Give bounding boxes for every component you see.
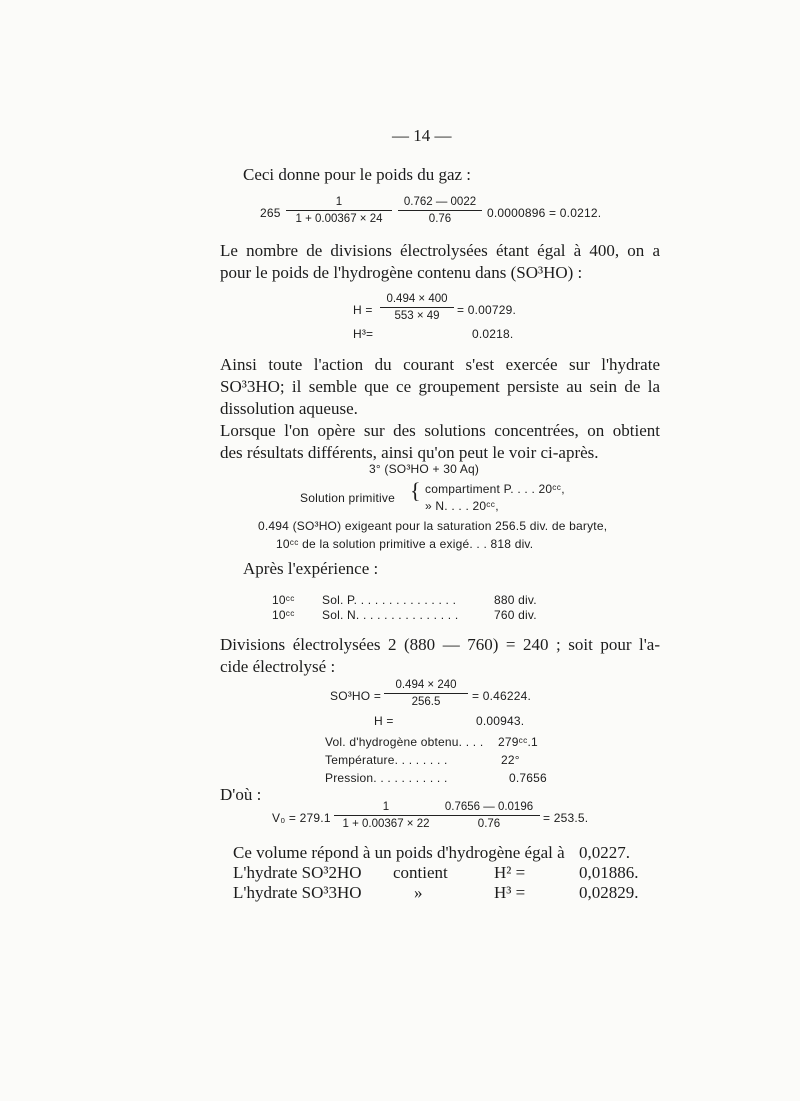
text-line: dissolution aqueuse.	[220, 399, 358, 418]
eq2-den: 553 × 49	[394, 310, 440, 322]
measure-label: Température. . . . . . . .	[325, 753, 448, 767]
eq1-fraction-1	[286, 195, 392, 226]
eq1-coef: 265	[260, 206, 281, 220]
eq1-f1-num: 1	[335, 196, 343, 208]
eq3-rhs: = 0.46224.	[472, 689, 532, 703]
eq2-lhs: H =	[353, 303, 373, 317]
eq4-f1-den: 1 + 0.00367 × 22	[342, 818, 430, 830]
measure-label: Vol. d'hydrogène obtenu. . . .	[325, 735, 484, 749]
fraction-bar	[286, 210, 392, 211]
paragraph-2	[220, 354, 660, 420]
sol-label: Sol. P. . . . . . . . . . . . . . .	[322, 593, 457, 607]
after-heading: Après l'expérience :	[243, 559, 379, 578]
measure-value: 279ᶜᶜ.1	[498, 735, 538, 749]
text-line: cide électrolysé :	[220, 657, 336, 676]
fraction-bar	[438, 815, 540, 816]
sol-vol: 10ᶜᶜ	[272, 608, 295, 622]
eq4-rhs: = 253.5.	[543, 811, 589, 825]
eq4-f1-num: 1	[382, 801, 390, 813]
measure-label: Pression. . . . . . . . . . .	[325, 771, 448, 785]
experiment-line-2: 10ᶜᶜ de la solution primitive a exigé. . . 818 div.	[276, 537, 534, 551]
eq3-h-rhs: 0.00943.	[476, 714, 525, 728]
eq1-tail: 0.0000896 = 0.0212.	[487, 206, 602, 220]
final-sym: H² =	[494, 863, 526, 882]
eq3-den: 256.5	[411, 696, 441, 708]
eq4-f2-num: 0.7656 — 0.0196	[444, 801, 534, 813]
sol-value: 760 div.	[494, 608, 537, 622]
divisions-paragraph	[220, 634, 660, 678]
fraction-bar	[398, 210, 482, 211]
text-line: Divisions électrolysées 2 (880 — 760) = 240 ; soit pour l'a-	[220, 635, 660, 654]
text-line: pour le poids de l'hydrogène contenu dans (SO³HO) :	[220, 263, 583, 282]
final-value: 0,02829.	[579, 883, 639, 902]
sol-value: 880 div.	[494, 593, 537, 607]
final-mid: contient	[393, 863, 448, 882]
final-label: Ce volume répond à un poids d'hydrogène égal à	[233, 843, 565, 862]
eq4-fraction-1	[334, 800, 438, 831]
experiment-row-1: compartiment P. . . . 20ᶜᶜ,	[425, 482, 565, 496]
page-number: — 14 —	[392, 126, 452, 145]
eq2-fraction	[380, 292, 454, 323]
measure-value: 0.7656	[509, 771, 547, 785]
eq1-f2-den: 0.76	[428, 213, 452, 225]
eq4-fraction-2	[438, 800, 540, 831]
text-line: Lorsque l'on opère sur des solutions concentrées, on obtient	[220, 421, 660, 440]
measure-value: 22°	[501, 753, 520, 767]
eq1-f2-num: 0.762 — 0022	[403, 196, 477, 208]
final-sym: H³ =	[494, 883, 526, 902]
eq2-line2-rhs: 0.0218.	[472, 327, 514, 341]
text-line: des résultats différents, ainsi qu'on peut le voir ci-après.	[220, 443, 599, 462]
paragraph-1	[220, 240, 660, 284]
final-value: 0,0227.	[579, 843, 630, 862]
experiment-header: 3° (SO³HO + 30 Aq)	[369, 462, 480, 476]
intro-line: Ceci donne pour le poids du gaz :	[243, 165, 472, 184]
final-mid: »	[414, 883, 423, 902]
fraction-bar	[334, 815, 438, 816]
text-line: Le nombre de divisions électrolysées étant égal à 400, on a	[220, 241, 660, 260]
brace: {	[410, 478, 421, 503]
text-line: SO³3HO; il semble que ce groupement persiste au sein de la	[220, 377, 660, 396]
experiment-line-1: 0.494 (SO³HO) exigeant pour la saturation 256.5 div. de baryte,	[258, 519, 608, 533]
eq2-num: 0.494 × 400	[386, 293, 448, 305]
eq3-num: 0.494 × 240	[395, 679, 457, 691]
dou-label: D'où :	[220, 785, 262, 804]
experiment-label: Solution primitive	[300, 491, 395, 505]
eq2-line2-lhs: H³=	[353, 327, 374, 341]
experiment-row-2: » N. . . . 20ᶜᶜ,	[425, 499, 499, 513]
text-line: Ainsi toute l'action du courant s'est exercée sur l'hydrate	[220, 355, 660, 374]
eq3-h-lhs: H =	[374, 714, 394, 728]
eq4-f2-den: 0.76	[477, 818, 501, 830]
eq1-f1-den: 1 + 0.00367 × 24	[295, 213, 383, 225]
eq1-fraction-2	[398, 195, 482, 226]
eq4-lhs: V₀ = 279.1	[272, 811, 331, 825]
eq3-fraction	[384, 678, 468, 709]
fraction-bar	[384, 693, 468, 694]
eq2-rhs: = 0.00729.	[457, 303, 517, 317]
final-label: L'hydrate SO³2HO	[233, 863, 362, 882]
final-value: 0,01886.	[579, 863, 639, 882]
sol-label: Sol. N. . . . . . . . . . . . . . .	[322, 608, 459, 622]
fraction-bar	[380, 307, 454, 308]
sol-vol: 10ᶜᶜ	[272, 593, 295, 607]
final-label: L'hydrate SO³3HO	[233, 883, 362, 902]
paragraph-3	[220, 420, 660, 464]
eq3-lhs: SO³HO =	[330, 689, 382, 703]
